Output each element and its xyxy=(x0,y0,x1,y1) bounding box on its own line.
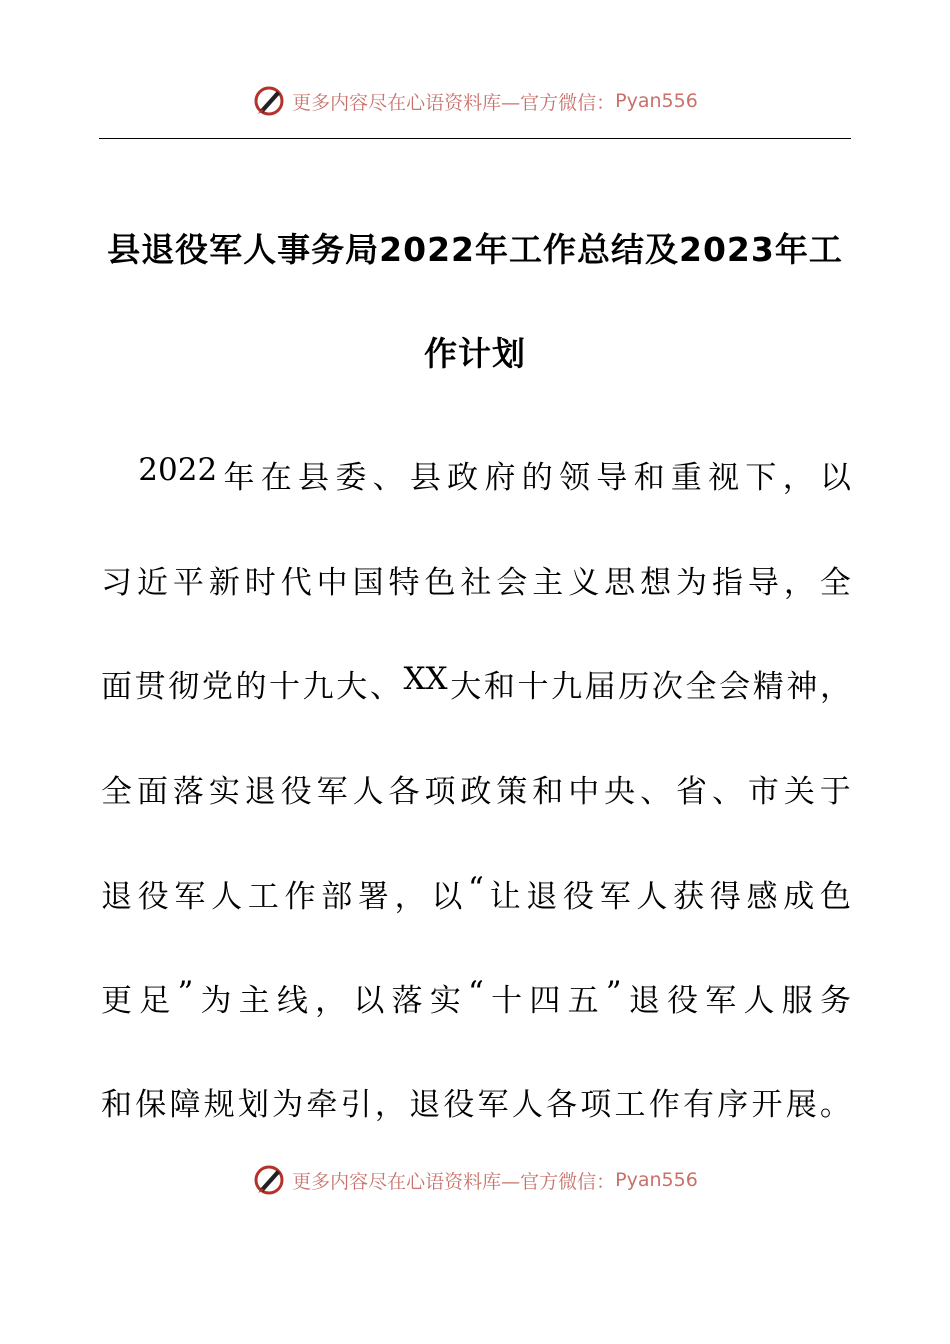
watermark-header xyxy=(0,84,950,118)
pen-logo-icon xyxy=(252,84,286,118)
watermark-footer xyxy=(0,1163,950,1197)
watermark-text: 更多内容尽在心语资料库—官方微信： xyxy=(292,91,616,114)
watermark-text: 更多内容尽在心语资料库—官方微信： xyxy=(292,1170,616,1193)
watermark-wechat-id: Pyan556 xyxy=(615,1169,698,1191)
pen-logo-icon xyxy=(252,1163,286,1197)
body-line: 退 役 军 人 工 作 部 署 ， 以 “ 让 退 役 军 人 获 得 感 成 色 xyxy=(101,871,851,915)
body-line: 习 近 平 新 时 代 中 国 特 色 社 会 主 义 思 想 为 指 导 ， 全 xyxy=(101,565,851,601)
document-title-line-1: 县退役军人事务局2022年工作总结及2023年工 xyxy=(107,230,843,269)
body-line: 面 贯 彻 党 的 十 九 大 、 XX 大 和 十 九 届 历 次 全 会 精 神 ， xyxy=(101,661,851,705)
body-line: 全 面 落 实 退 役 军 人 各 项 政 策 和 中 央 、 省 、 市 关 于 xyxy=(101,774,851,810)
watermark-wechat-id: Pyan556 xyxy=(615,90,698,112)
body-line: 更 足 ” 为 主 线 ， 以 落 实 “ 十 四 五 ” 退 役 军 人 服 务 xyxy=(101,975,851,1019)
body-line: 和 保 障 规 划 为 牵 引 ， 退 役 军 人 各 项 工 作 有 序 开 展 。 xyxy=(101,1087,851,1123)
document-title-line-2: 作计划 xyxy=(424,334,526,373)
body-line: 2022 年 在 县 委 、 县 政 府 的 领 导 和 重 视 下 ， 以 xyxy=(138,452,851,496)
header-divider xyxy=(99,138,851,139)
